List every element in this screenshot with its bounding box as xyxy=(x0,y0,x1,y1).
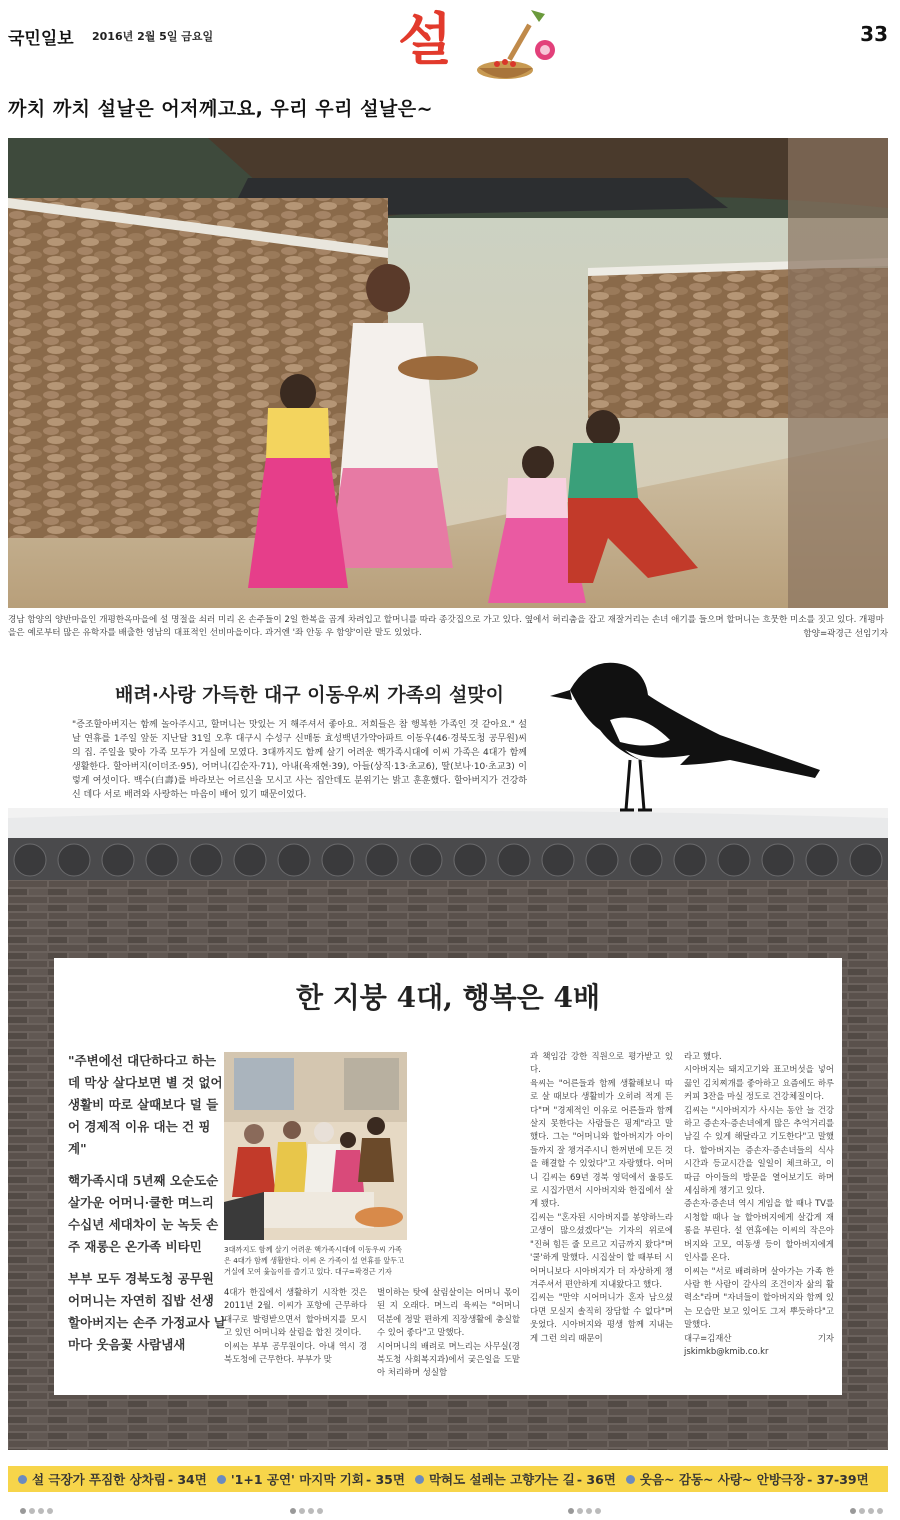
main-photo-caption: 경남 함양의 양반마을인 개평한옥마을에 설 명절을 쇠러 미리 온 손주들이 2일 한복을 곱게 차려입고 할머니를 따라 종갓집으로 가고 있다. 옆에서 허리춤을 잡고 재잘거리는 손녀 애기를 들으며 할머니는 흐뭇한 미소를 짓고 있다. 개평마을은 예로부터 많은 유학자를 배출한 영남의 대표적인 선비마을이다. 과거엔 '좌 안동 우 함양'이란 말도 있었다. xyxy=(8,615,884,638)
footer-item[interactable] xyxy=(217,1470,405,1488)
sidebar-block-1: "주변에선 대단하다고 하는데 막상 살다보면 별 것 없어 생활비 따로 살때보다 덜 들어 경제적 이유 대는 건 핑계" xyxy=(68,1053,223,1156)
section-logo-text: 설 xyxy=(398,7,453,73)
body-column-2: 벌이하는 탓에 살림살이는 어머니 몫이 된 지 오래다. 며느리 육씨는 "어머니 덕분에 정말 편하게 직장생활에 충실할 수 있어 좋다"고 말했다. 시어머니의 배려로 며느리는 사무실(경북도청 사회복지과)에서 궂은일을 도맡아 처리하며 성실함 xyxy=(377,1287,520,1378)
footer-item-label: 막혀도 설레는 고향가는 길 xyxy=(428,1472,575,1487)
body-column-1: 4대가 한집에서 생활하기 시작한 것은 2011년 2월. 이씨가 포항에 근무하다 대구로 발령받으면서 할아버지를 모시고 있던 어머니와 살림을 합친 것이다. 이씨는 부부 공무원이다. 아내 역시 경북도청에 근무한다. 부부가 맞 xyxy=(224,1287,367,1365)
footer-item-page: - 35면 xyxy=(365,1472,405,1487)
registration-dots-icon xyxy=(20,1508,53,1514)
sidebar-block-3: 부부 모두 경북도청 공무원 어머니는 자연히 집밥 선생 할아버지는 손주 가정교사 날마다 웃음꽃 사람냄새 xyxy=(68,1271,226,1352)
bullet-icon xyxy=(415,1475,424,1484)
bullet-icon xyxy=(18,1475,27,1484)
footer-index-bar xyxy=(8,1466,888,1492)
magpie-icon xyxy=(530,650,820,840)
inner-photo-caption: 3대까지도 함께 살기 어려운 핵가족시대에 이동우씨 가족은 4대가 함께 생활한다. 이씨 온 가족이 설 연휴를 앞두고 거실에 모여 윷놀이를 즐기고 있다. 대구=곽경근 기자 xyxy=(224,1245,405,1276)
top-headline: 까치 까치 설날은 어저께고요, 우리 우리 설날은~ xyxy=(8,98,434,120)
sidebar-summary xyxy=(68,1050,228,1366)
print-registration-marks xyxy=(0,1508,900,1520)
photo-hanok-village-family-icon xyxy=(8,138,888,608)
registration-dots-icon xyxy=(850,1508,883,1514)
page-number: 33 xyxy=(860,22,888,46)
story-lede: "증조할아버지는 함께 놀아주시고, 할머니는 맛있는 거 해주셔서 좋아요. 저희들은 참 행복한 가족인 것 같아요." 설날 연휴를 1주일 앞둔 지난달 31일 오후 대구시 수성구 신매동 효성백년가약아파트 이동우(46·경북도청 공무원)씨의 집. 주일을 맞아 가족 모두가 거실에 모였다. 3대까지도 함께 살기 어려운 핵가족시대에 이씨 가족은 4대가 함께 생활한다. 할아버지(이더조·95), 어머니(김순자·71), 아내(육재현·39), 아들(상직·13·초교6), 딸(보나·10·초교3) 이렇게 여섯이다. 백수(白壽)를 바라보는 어르신을 모시고 사는 집안데도 분위기는 밝고 훈훈했다. 할아버지가 건강하신 데다 서로 배려와 사랑하는 마음이 배어 있기 때문이었다. xyxy=(72,720,527,800)
feature-headline: 한 지붕 4대, 행복은 4배 xyxy=(295,981,601,1014)
footer-item[interactable] xyxy=(415,1470,616,1488)
main-photo xyxy=(8,138,888,608)
bullet-icon xyxy=(626,1475,635,1484)
story-title: 배려·사랑 가득한 대구 이동우씨 가족의 설맞이 xyxy=(115,684,505,706)
registration-dots-icon xyxy=(568,1508,601,1514)
body-column-3: 과 책임감 강한 직원으로 평가받고 있다. 육씨는 "어른들과 함께 생활해보니 따로 살 때보다 생활비가 오히려 적게 든다"며 "경제적인 이유로 어른들과 함께 살지 못한다는 사람들은 핑계"라고 말했다. 그는 "어머니와 할아버지가 아이들까지 잘 챙겨주시니 한꺼번에 모든 것을 해결할 수 있었다"고 자랑했다. 어머니 김씨는 69년 경북 영덕에서 울릉도로 시집가면서 시아버지와 한집에서 살게 됐다. 김씨는 "혼자된 시아버지를 봉양하느라 고생이 많으셨겠다"는 기자의 위로에 "진혀 힘든 줄 모르고 지금까지 왔다"며 '쿨'하게 말했다. 시집살이 할 때부터 시어머니보다 시아버지가 더 자상하게 챙겨주셔서 편안하게 지내왔다고 했다. 김씨는 "만약 시어머니가 혼자 남으셨다면 모실지 솔직히 장담할 수 없다"며 웃었다. 시아버지와 평생 함께 지내는 게 그런 의리 때문이 xyxy=(530,1051,673,1343)
registration-dots-icon xyxy=(290,1508,323,1514)
footer-item-page: - 34면 xyxy=(167,1472,207,1487)
paper-name: 국민일보 xyxy=(8,29,74,49)
sidebar-block-2: 핵가족시대 5년째 오순도순 살가운 어머니·쿨한 며느리 수십년 세대차이 눈 녹듯 손주 재롱은 온가족 비타민 xyxy=(68,1173,219,1254)
main-photo-credit: 함양=곽경근 선임기자 xyxy=(803,629,888,639)
photo-family-living-room-icon xyxy=(224,1052,407,1240)
footer-item-label: 설 극장가 푸짐한 상차림 xyxy=(32,1472,166,1487)
footer-item-label: '1+1 공연' 마지막 기회 xyxy=(230,1472,364,1487)
footer-item-page: - 36면 xyxy=(576,1472,616,1487)
feature-panel xyxy=(54,958,842,1395)
footer-item[interactable] xyxy=(18,1470,207,1488)
masthead xyxy=(0,0,900,88)
body-column-4: 라고 했다. 시아버지는 돼지고기와 표고버섯을 넣어 끓인 김치찌개를 좋아하고 요즘에도 하루 커피 3잔을 마실 정도로 건강체질이다. 김씨는 "시아버지가 사시는 동안 늘 건강하고 증손자·증손녀에게 많은 추억거리를 남길 수 있게 해달라고 기도한다"고 말했다. 할아버지는 증손자·증손녀들의 식사시간과 등교시간을 일일이 체크하고, 이따금 아이들의 방문을 열어보기도 하며 세심하게 챙기고 있다. 증손자·증손녀 역시 게임을 할 때나 TV를 시청할 때나 늘 할아버지에게 살갑게 재롱을 부린다. 설 연휴에는 이씨의 작은아버지와 고모, 여동생 등이 할아버지에게 인사를 온다. 이씨는 "서로 배려하며 살아가는 가족 한 사람 한 사람이 갈사의 조건이자 삶의 활력소"라며 "자녀들이 할아버지와 함께 있는 모습만 보고 있어도 그저 뿌듯하다"고 말했다. 대구=김재산 기자 jskimkb@kmib.co.kr xyxy=(684,1051,834,1356)
bullet-icon xyxy=(217,1475,226,1484)
footer-item-page: - 37-39면 xyxy=(807,1472,869,1487)
issue-date: 2016년 2월 5일 금요일 xyxy=(92,30,214,43)
footer-item-label: 웃음~ 감동~ 사랑~ 안방극장 xyxy=(639,1472,806,1487)
footer-item[interactable] xyxy=(626,1470,869,1488)
inner-photo xyxy=(224,1052,407,1240)
